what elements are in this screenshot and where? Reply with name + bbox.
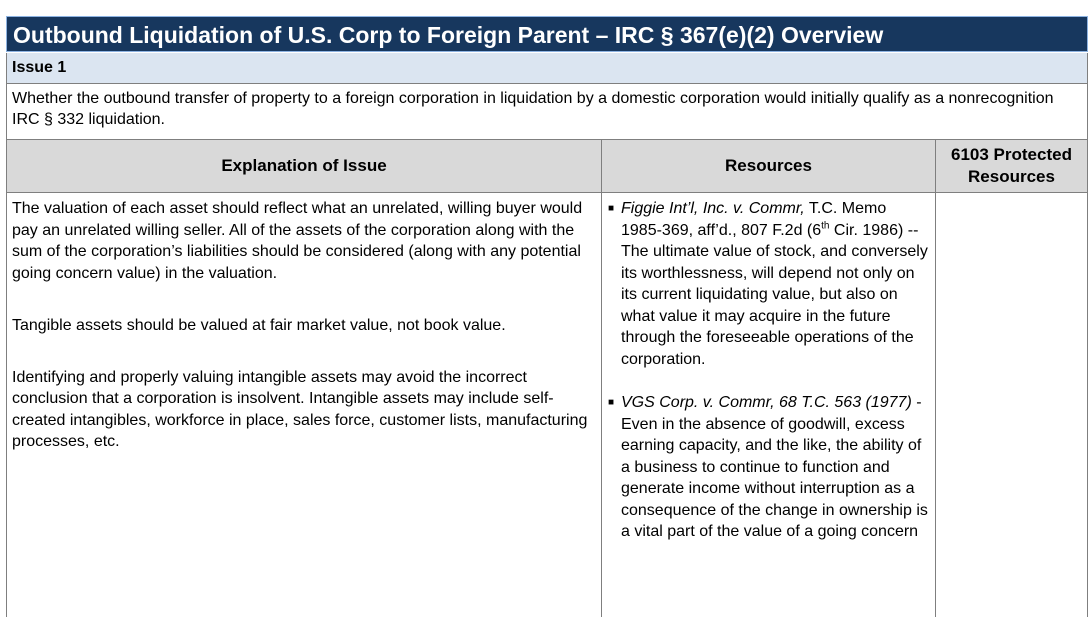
case-name: VGS Corp. v. Commr, 68 T.C. 563 (1977) (621, 394, 912, 411)
square-bullet-icon: ■ (608, 397, 615, 408)
header-resources: Resources (601, 139, 936, 193)
resource-text-1 (621, 198, 930, 370)
square-bullet-icon: ■ (608, 203, 615, 214)
citation-superscript: th (821, 220, 830, 232)
case-description: -- The ultimate value of stock, and conversely its worthlessness, will depend not only on its current liquidating value, but also on what value it may acquire in the future through the foreseeable operations of the corporation. (621, 221, 928, 368)
explanation-cell (6, 192, 602, 617)
case-name: Figgie Int’l, Inc. v. Commr, (621, 200, 805, 217)
case-citation-end: Cir. 1986) (829, 221, 904, 239)
document-page (6, 16, 1088, 617)
resource-item-2 (608, 392, 930, 543)
resource-text-2 (621, 392, 930, 543)
explanation-paragraph-2: Tangible assets should be valued at fair market value, not book value. (12, 317, 506, 334)
issue-table (6, 139, 1088, 617)
page-title: Outbound Liquidation of U.S. Corp to Foreign Parent – IRC § 367(e)(2) Overview (6, 16, 1088, 52)
explanation-paragraph-3: Identifying and properly valuing intangible assets may avoid the incorrect conclusion that a corporation is insolvent. Intangible assets may include self-created intangibles, workforce in place, sales force, customer lists, manufacturing processes, etc. (12, 368, 588, 450)
header-explanation: Explanation of Issue (6, 139, 602, 193)
case-citation: T.C. Memo 1985-369, aff’d., 807 F.2d (6 (621, 200, 887, 239)
protected-resources-cell (935, 192, 1088, 617)
issue-question: Whether the outbound transfer of property to a foreign corporation in liquidation by a domestic corporation would initially qualify as a nonrecognition IRC § 332 liquidation. (6, 83, 1088, 140)
explanation-paragraph-1: The valuation of each asset should reflect what an unrelated, willing buyer would pay an unrelated willing seller. All of the assets of the corporation along with the sum of the corporation’s liabilities should be considered (along with any potential going concern value) in the valuation. (12, 200, 583, 282)
header-protected-resources: 6103 Protected Resources (935, 139, 1088, 193)
case-description: - Even in the absence of goodwill, excess earning capacity, and the like, the ability of a business to continue to function and generate income without interruption as a consequence of the change in ownership is a vital part of the value of a going concern (621, 394, 928, 540)
resource-item-1 (608, 198, 930, 370)
issue-label: Issue 1 (6, 53, 1088, 83)
resources-cell (601, 192, 936, 617)
